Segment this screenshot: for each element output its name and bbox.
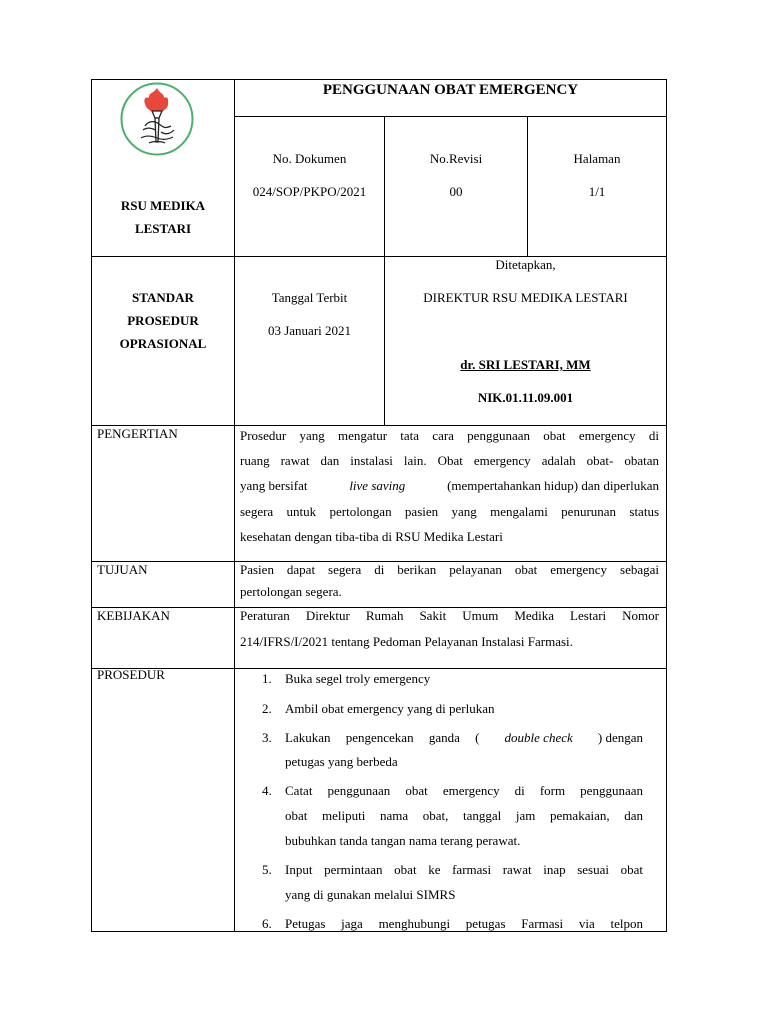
document-title: PENGGUNAAN OBAT EMERGENCY <box>322 82 579 98</box>
doc-no-label: No. Dokumen <box>272 151 347 166</box>
step-5-line1: Input permintaan obat ke farmasi rawat inap sesuai obat <box>285 862 643 877</box>
step-6-line1: Petugas jaga menghubungi petugas Farmasi via telpon <box>285 916 643 931</box>
step-3-line1-italic: double check <box>504 730 573 745</box>
pengertian-line4: segera untuk pertolongan pasien yang mengalami penurunan status <box>240 504 659 519</box>
issue-date-cell <box>234 256 385 426</box>
prosedur-label-cell <box>91 668 235 932</box>
step-5-number: 5. <box>262 862 272 877</box>
director-name: dr. SRI LESTARI, MM <box>460 357 591 372</box>
step-5-line2: yang di gunakan melalui SIMRS <box>285 887 456 902</box>
tujuan-line1: Pasien dapat segera di berikan pelayanan obat emergency sebagai <box>240 562 659 577</box>
issue-date-label: Tanggal Terbit <box>271 290 348 305</box>
kebijakan-line1: Peraturan Direktur Rumah Sakit Umum Medika Lestari Nomor <box>240 608 659 623</box>
step-3-line1-a: Lakukan pengencekan ganda ( <box>285 730 480 745</box>
step-2-number: 2. <box>262 701 272 716</box>
step-3-line1 <box>285 730 643 746</box>
step-2-text: Ambil obat emergency yang di perlukan <box>285 701 495 716</box>
sop-line2: PROSEDUR <box>127 313 199 328</box>
pengertian-line3-a: yang bersifat <box>240 478 308 493</box>
kebijakan-label: KEBIJAKAN <box>97 608 170 623</box>
director-nik: NIK.01.11.09.001 <box>477 390 574 405</box>
step-3-line1-b: ) dengan <box>597 730 643 745</box>
pengertian-line3-b: (mempertahankan hidup) dan diperlukan <box>447 478 659 493</box>
step-4-line1: Catat penggunaan obat emergency di form penggunaan <box>285 783 643 798</box>
page-label: Halaman <box>573 151 621 166</box>
prosedur-label: PROSEDUR <box>97 667 165 682</box>
hospital-name-line2: LESTARI <box>134 221 192 236</box>
step-4-line2: obat meliputi nama obat, tanggal jam pemakaian, dan <box>285 808 643 823</box>
pengertian-line1: Prosedur yang mengatur tata cara penggunaan obat emergency di <box>240 428 659 443</box>
step-6-number: 6. <box>262 916 272 931</box>
pengertian-label-cell <box>91 425 235 562</box>
doc-no-value: 024/SOP/PKPO/2021 <box>252 184 367 199</box>
kebijakan-line2: 214/IFRS/I/2021 tentang Pedoman Pelayanan Instalasi Farmasi. <box>240 634 573 649</box>
hospital-logo-icon <box>119 80 195 158</box>
sop-line3: OPRASIONAL <box>119 336 207 351</box>
revision-label: No.Revisi <box>429 151 483 166</box>
step-1-number: 1. <box>262 671 272 686</box>
page-value: 1/1 <box>588 184 606 199</box>
pengertian-line5: kesehatan dengan tiba-tiba di RSU Medika Lestari <box>240 529 503 544</box>
revision-value: 00 <box>449 184 463 199</box>
step-3-number: 3. <box>262 730 272 745</box>
approval-label: Ditetapkan, <box>495 257 556 272</box>
step-1-text: Buka segel troly emergency <box>285 671 431 686</box>
step-4-line3: bubuhkan tanda tangan nama terang perawat. <box>285 833 521 848</box>
hospital-name-line1: RSU MEDIKA <box>120 198 206 213</box>
director-title: DIREKTUR RSU MEDIKA LESTARI <box>423 290 628 305</box>
issue-date-value: 03 Januari 2021 <box>267 323 352 338</box>
pengertian-line3-italic: live saving <box>349 478 406 493</box>
sop-line1: STANDAR <box>132 290 194 305</box>
step-4-number: 4. <box>262 783 272 798</box>
pengertian-line3 <box>240 478 659 494</box>
tujuan-label: TUJUAN <box>97 562 148 577</box>
pengertian-line2: ruang rawat dan instalasi lain. Obat emergency adalah obat- obatan <box>240 453 659 468</box>
step-3-line2: petugas yang berbeda <box>285 754 398 769</box>
tujuan-line2: pertolongan segera. <box>240 584 342 599</box>
pengertian-label: PENGERTIAN <box>97 426 178 441</box>
